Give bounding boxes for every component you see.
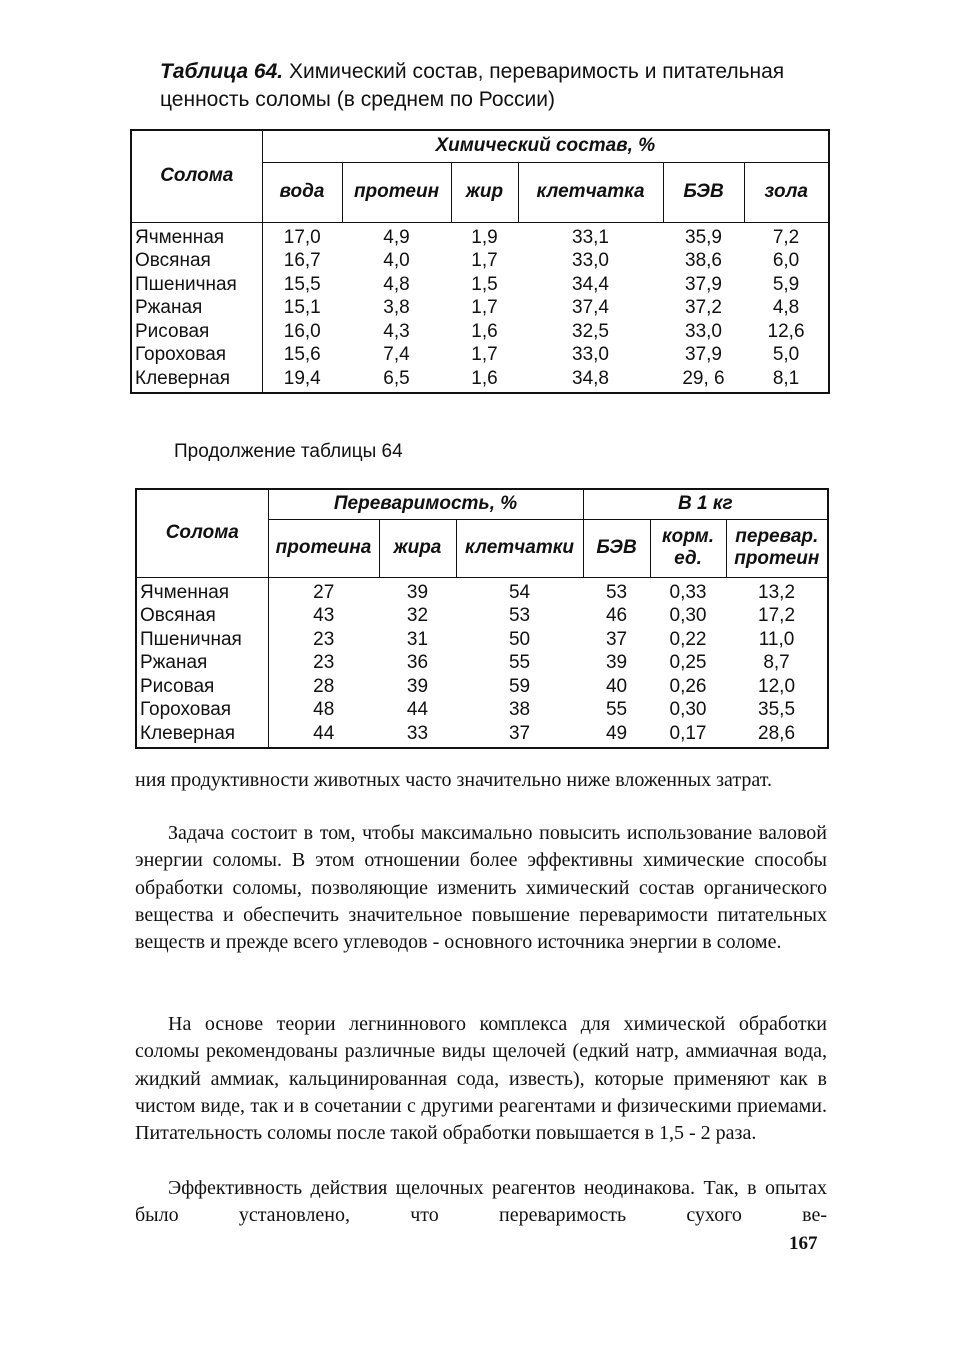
paragraph [135,1175,827,1230]
row-name: Овсяная [131,249,262,273]
table-row [136,675,828,699]
table-cell: 49 [605,722,628,744]
column-header: протеин [342,162,451,222]
table-cell: 35,9 [685,226,722,248]
table-cell: 0,17 [669,722,707,744]
table-cell: 4,8 [772,297,800,318]
table-cell: 39 [406,675,429,697]
column-header: корм. ед. [650,519,726,577]
table-cell: 34,4 [572,273,609,295]
row-name: Рисовая [136,675,268,699]
table-cell: 44 [406,699,429,720]
group-header-digestibility: Переваримость, % [268,489,583,519]
table-cell: 32,5 [572,320,609,342]
table-cell: 4,0 [383,250,410,271]
table-cell: 38 [508,699,531,720]
digestibility-table [135,488,829,749]
table-cell: 32 [406,605,429,626]
table-cell: 1,9 [471,226,498,248]
table-row [136,628,828,652]
table-cell: 0,30 [669,699,707,720]
table-row [136,577,828,604]
table-cell: 39 [605,652,628,673]
table-row [136,651,828,675]
table-cell: 4,3 [383,320,410,342]
table-row [136,698,828,722]
paragraph-text: Задача состоит в том, чтобы максимально повысить использование валовой энергии соломы. В этом отношении более эффективны химические способы обработки соломы, позволяющие изменить химический состав органического вещества и обеспечить значительное повышение переваримости питательных веществ и прежде всего углеводов - основного источника энергии в соломе. [135,822,827,954]
table-cell: 1,7 [471,344,498,365]
table-cell: 29, 6 [682,367,725,389]
row-name: Ячменная [136,577,268,604]
row-name: Ржаная [131,296,262,320]
table-cell: 37,9 [685,344,722,365]
table-row [131,273,829,297]
table-cell: 0,33 [669,581,707,603]
table-row [131,296,829,320]
table-row [136,722,828,749]
group-header: Химический состав, % [262,130,829,162]
table-cell: 35,5 [758,699,796,720]
table-row [131,320,829,344]
table-cell: 16,0 [283,320,321,342]
paragraph [135,820,827,956]
table-cell: 48 [313,699,335,720]
table-cell: 0,30 [669,605,707,626]
table-cell: 33,1 [572,226,609,248]
row-name: Клеверная [136,722,268,749]
table-cell: 37,9 [685,273,722,295]
table-cell: 43 [313,605,335,626]
table-cell: 5,0 [772,344,800,365]
table-cell: 31 [406,628,429,650]
table-row [136,604,828,628]
table-cell: 5,9 [772,273,800,295]
table-cell: 55 [508,652,531,673]
table-cell: 17,0 [283,226,321,248]
table-cell: 17,2 [758,605,796,626]
table-cell: 33,0 [685,320,722,342]
table-cell: 19,4 [283,367,321,389]
table-cell: 53 [605,581,628,603]
row-name: Ячменная [131,222,262,249]
row-name: Ржаная [136,651,268,675]
table-cell: 0,22 [669,628,707,650]
row-header: Солома [136,489,268,577]
table-cell: 1,7 [471,297,498,318]
table-cell: 7,2 [772,226,800,248]
row-name: Рисовая [131,320,262,344]
table-cell: 40 [605,675,628,697]
table-cell: 1,5 [471,273,498,295]
table-cell: 46 [605,605,628,626]
column-header: БЭВ [583,519,650,577]
table-cell: 39 [406,581,429,603]
row-name: Овсяная [136,604,268,628]
table-cell: 7,4 [383,344,410,365]
table-cell: 59 [508,675,531,697]
table-cell: 3,8 [383,297,410,318]
table-cell: 54 [508,581,531,603]
table-cell: 53 [508,605,531,626]
table-cell: 13,2 [758,581,796,603]
table-cell: 34,8 [572,367,609,389]
table-cell: 8,7 [763,652,790,673]
row-header: Солома [131,130,262,222]
paragraph [135,1011,827,1147]
table-cell: 37 [508,722,531,744]
table-cell: 38,6 [685,250,722,271]
chemical-composition-table [130,129,830,394]
column-header: зола [744,162,829,222]
table-cell: 11,0 [758,628,795,650]
table-cell: 37,2 [685,297,722,318]
column-header: вода [262,162,342,222]
column-header: клетчатки [456,519,583,577]
table-cell: 1,7 [471,250,498,271]
column-header: БЭВ [663,162,744,222]
table-cell: 55 [605,699,628,720]
table-cell: 8,1 [772,367,800,389]
table-cell: 28,6 [758,722,796,744]
continuation-label: Продолжение таблицы 64 [174,441,403,462]
table-cell: 6,5 [383,367,410,389]
table-cell: 6,0 [772,250,800,271]
table-caption [160,58,830,114]
table-cell: 1,6 [471,320,498,342]
table-cell: 15,1 [283,297,321,318]
table-cell: 12,0 [758,675,796,697]
table-cell: 27 [313,581,335,603]
table-row [131,222,829,249]
page-number: 167 [789,1233,818,1254]
column-header: клетчатка [518,162,663,222]
paragraph-continued [135,767,827,794]
table-cell: 28 [313,675,335,697]
table-row [131,367,829,394]
table-cell: 33,0 [572,250,609,271]
table-cell: 37,4 [572,297,609,318]
table-cell: 1,6 [471,367,498,389]
column-header: жир [451,162,518,222]
table-cell: 15,5 [283,273,321,295]
table-cell: 23 [313,628,335,650]
table-cell: 36 [406,652,429,673]
column-header: жира [379,519,456,577]
table-cell: 15,6 [283,344,321,365]
table-cell: 4,9 [383,226,410,248]
paragraph-text: ния продуктивности животных часто значительно ниже вложенных затрат. [135,769,772,791]
paragraph-text: На основе теории легниннового комплекса для химической обработки соломы рекомендованы различные виды щелочей (едкий натр, аммиачная вода, жидкий аммиак, кальцинированная сода, известь), которые применяют как в чистом виде, так и в сочетании с другими реагентами и физическими приемами. Питательность соломы после такой обработки повышается в 1,5 - 2 раза. [135,1013,827,1145]
paragraph-text: Эффективность действия щелочных реагентов неодинакова. Так, в опытах было установлено, что переваримость сухого ве- [135,1177,827,1227]
table-cell: 4,8 [383,273,410,295]
table-cell: 37 [605,628,628,650]
table-cell: 0,25 [669,652,707,673]
caption-text: Химический состав, переваримость и питательная ценность соломы (в среднем по России) [160,60,785,111]
table-row [131,343,829,367]
group-header-per-kg: В 1 кг [583,489,828,519]
column-header: протеина [268,519,379,577]
row-name: Пшеничная [131,273,262,297]
table-row [131,249,829,273]
table-cell: 12,6 [767,320,805,342]
row-name: Пшеничная [136,628,268,652]
caption-label: Таблица 64. [160,60,284,83]
row-name: Клеверная [131,367,262,394]
table-cell: 33,0 [572,344,609,365]
table-cell: 16,7 [283,250,321,271]
row-name: Гороховая [131,343,262,367]
row-name: Гороховая [136,698,268,722]
table-cell: 33 [406,722,429,744]
column-header: перевар. протеин [726,519,828,577]
table-cell: 0,26 [669,675,707,697]
table-cell: 50 [508,628,531,650]
table-cell: 23 [313,652,335,673]
table-cell: 44 [313,722,335,744]
